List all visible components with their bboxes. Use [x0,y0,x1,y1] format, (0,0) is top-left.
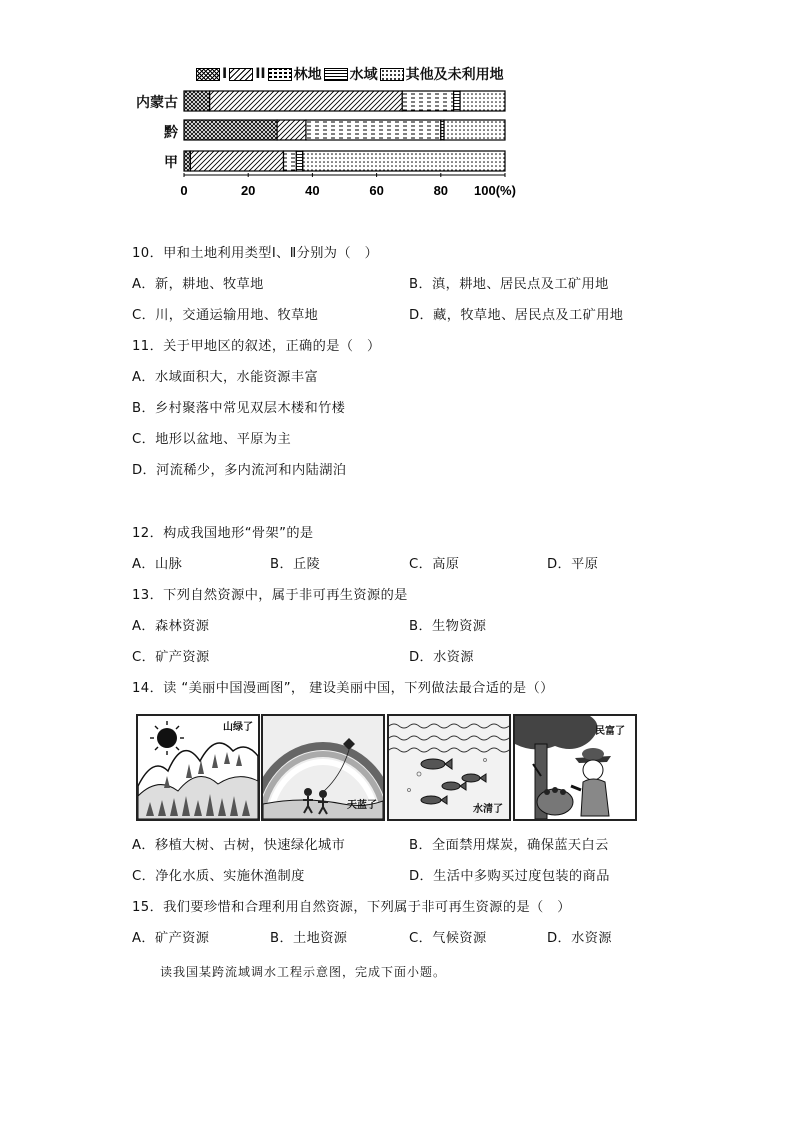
question-12-stem: 12．构成我国地形“骨架”的是 [132,526,314,541]
x-tick-label-1: 20 [240,183,256,198]
q13-option-c[interactable]: C．矿产资源 [132,650,210,665]
q10-option-a[interactable]: A．新，耕地、牧草地 [132,277,264,292]
q10-option-b[interactable]: B．滇，耕地、居民点及工矿用地 [409,277,609,292]
x-tick-label-3: 60 [369,183,384,198]
bar-1-series-4 [444,120,505,140]
land-use-chart [130,60,530,205]
q13-option-b[interactable]: B．生物资源 [409,619,487,634]
q12-option-a[interactable]: A．山脉 [132,557,183,572]
bar-2-series-4 [303,151,505,171]
bar-0-series-2 [402,91,453,111]
bar-1-series-1 [277,120,306,140]
q14-option-c[interactable]: C．净化水质、实施休渔制度 [132,869,305,884]
category-label-2: 甲 [164,155,178,171]
q14-option-d[interactable]: D．生活中多购买过度包装的商品 [409,869,610,884]
q10-option-d[interactable]: D．藏，牧草地、居民点及工矿用地 [409,308,624,323]
q13-option-a[interactable]: A．森林资源 [132,619,210,634]
chart-plot [130,60,530,205]
x-tick-label-4: 80 [433,183,449,198]
legend-label-5: 其他及未利用地 [405,67,504,83]
q15-option-a[interactable]: A．矿产资源 [132,931,210,946]
comic-panel-blue-sky [261,714,385,821]
bar-1-series-0 [184,120,277,140]
q12-option-c[interactable]: C．高原 [409,557,460,572]
caption-rich-people: 民富了 [595,726,625,737]
legend-label-2: II [255,66,266,82]
bar-0-series-4 [460,91,505,111]
q10-option-c[interactable]: C．川，交通运输用地、牧草地 [132,308,319,323]
x-tick-label-2: 40 [305,183,320,198]
q11-option-a[interactable]: A．水域面积大，水能资源丰富 [132,370,319,385]
x-tick-label-5: 100(%) [474,183,516,198]
question-13-stem: 13．下列自然资源中，属于非可再生资源的是 [132,588,408,603]
comic-panel-green-mountains [136,714,260,821]
q15-option-d[interactable]: D．水资源 [547,931,612,946]
legend-label-1: I [222,66,228,82]
bar-2-series-3 [296,151,302,171]
question-15-stem: 15．我们要珍惜和合理利用自然资源，下列属于非可再生资源的是（ ） [132,900,571,915]
q13-option-d[interactable]: D．水资源 [409,650,474,665]
q12-option-d[interactable]: D．平原 [547,557,599,572]
q15-option-c[interactable]: C．气候资源 [409,931,487,946]
q11-option-c[interactable]: C．地形以盆地、平原为主 [132,432,292,447]
legend-label-3: 林地 [293,67,322,83]
q11-option-d[interactable]: D．河流稀少，多内流河和内陆湖泊 [132,463,347,478]
bar-1-series-2 [306,120,441,140]
category-label-1: 黔 [164,125,178,141]
question-14-stem: 14．读 “美丽中国漫画图”， 建设美丽中国，下列做法最合适的是（） [132,681,554,696]
comic-panel-clear-water [387,714,511,821]
bar-0-series-0 [184,91,210,111]
legend-label-4: 水域 [349,67,378,83]
caption-blue-sky: 天蓝了 [347,800,377,811]
q15-option-b[interactable]: B．土地资源 [270,931,348,946]
q12-option-b[interactable]: B．丘陵 [270,557,321,572]
bar-0-series-1 [210,91,403,111]
q14-option-b[interactable]: B．全面禁用煤炭，确保蓝天白云 [409,838,609,853]
comic-panel-rich-people [513,714,637,821]
category-label-0: 内蒙古 [136,95,178,111]
question-11-stem: 11．关于甲地区的叙述，正确的是（ ） [132,339,381,354]
x-tick-label-0: 0 [180,183,188,198]
bar-2-series-1 [190,151,283,171]
question-10-stem: 10．甲和土地利用类型Ⅰ、Ⅱ分别为（ ） [132,246,379,261]
q14-option-a[interactable]: A．移植大树、古树，快速绿化城市 [132,838,346,853]
bar-0-series-3 [454,91,460,111]
caption-clear-water: 水清了 [473,804,503,815]
bar-2-series-0 [184,151,190,171]
instruction-note: 读我国某跨流域调水工程示意图，完成下面小题。 [160,965,447,979]
bar-2-series-2 [284,151,297,171]
q11-option-b[interactable]: B．乡村聚落中常见双层木楼和竹楼 [132,401,346,416]
caption-green-mountains: 山绿了 [223,722,253,733]
